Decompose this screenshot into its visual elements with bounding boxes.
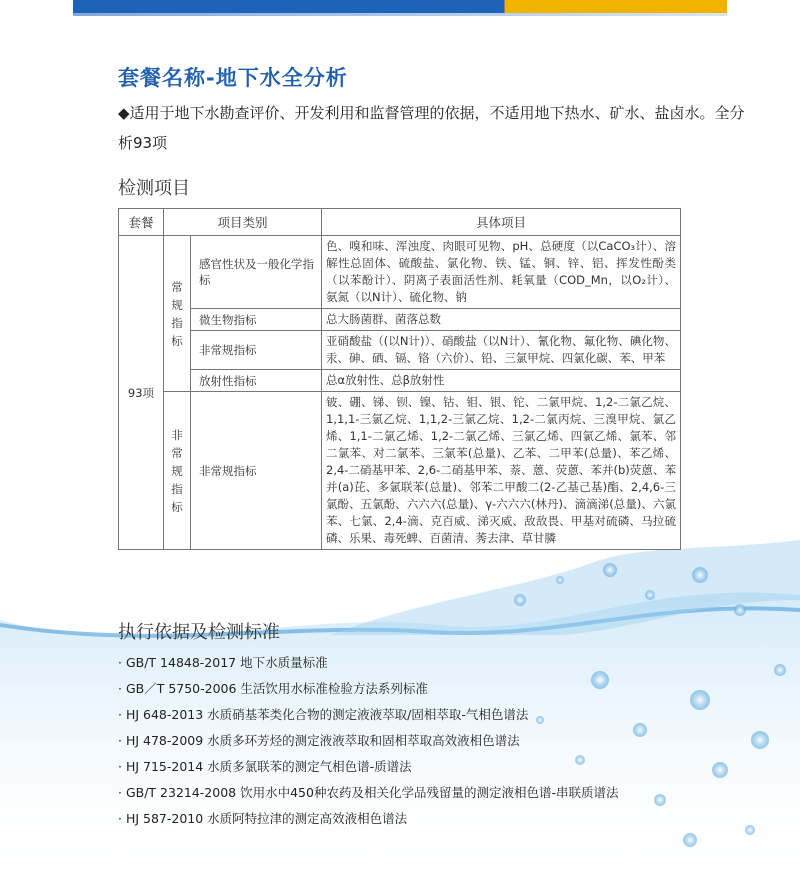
list-item: · HJ 715-2014 水质多氯联苯的测定气相色谱-质谱法: [118, 754, 618, 780]
detail-cell: 总α放射性、总β放射性: [322, 370, 681, 392]
detail-cell: 色、嗅和味、浑浊度、肉眼可见物、pH、总硬度（以CaCO₃计）、溶解性总固体、硫酸盐、氯化物、铁、锰、铜、锌、铝、挥发性酚类（以苯酚计）、阴离子表面活性剂、耗氧量（COD_Mn，以O₂计）、氨氮（以N计）、硫化物、钠: [322, 236, 681, 309]
list-item: · HJ 587-2010 水质阿特拉津的测定高效液相色谱法: [118, 806, 618, 832]
table-row: [119, 392, 681, 550]
group-regular: 常规指标: [164, 236, 191, 392]
list-item: · GB/T 23214-2008 饮用水中450种农药及相关化学品残留量的测定液相色谱-串联质谱法: [118, 780, 618, 806]
list-item: · HJ 478-2009 水质多环芳烃的测定液液萃取和固相萃取高效液相色谱法: [118, 728, 618, 754]
list-item: · GB/T 14848-2017 地下水质量标准: [118, 650, 618, 676]
section-heading-items: 检测项目: [118, 178, 190, 199]
header-color-bar: [73, 0, 727, 13]
header-package: 套餐: [119, 209, 164, 236]
header-category: 项目类别: [164, 209, 322, 236]
table-row: [119, 370, 681, 392]
package-description: ◆适用于地下水勘查评价、开发利用和监督管理的依据，不适用地下热水、矿水、盐卤水。全分析93项: [118, 104, 745, 152]
category-cell: 非常规指标: [191, 331, 322, 370]
category-cell: 放射性指标: [191, 370, 322, 392]
header-detail: 具体项目: [322, 209, 681, 236]
detail-cell: 亚硝酸盐（(以N计)）、硝酸盐（以N计）、氰化物、氟化物、碘化物、汞、砷、硒、镉、铬（六价）、铅、三氯甲烷、四氯化碳、苯、甲苯: [322, 331, 681, 370]
group-nonregular: 非常规指标: [164, 392, 191, 550]
list-item: · HJ 648-2013 水质硝基苯类化合物的测定液液萃取/固相萃取-气相色谱法: [118, 702, 618, 728]
table-row: [119, 236, 681, 309]
list-item: · GB／T 5750-2006 生活饮用水标准检验方法系列标准: [118, 676, 618, 702]
table-row: [119, 331, 681, 370]
standards-list: [118, 650, 618, 832]
package-count: 93项: [119, 236, 164, 550]
category-cell: 感官性状及一般化学指标: [191, 236, 322, 309]
category-cell: 非常规指标: [191, 392, 322, 550]
table-row: [119, 309, 681, 331]
section-heading-standards: 执行依据及检测标准: [118, 622, 280, 643]
detail-cell: 总大肠菌群、菌落总数: [322, 309, 681, 331]
table-header-row: [119, 209, 681, 236]
category-cell: 微生物指标: [191, 309, 322, 331]
page-title: 套餐名称-地下水全分析: [118, 66, 348, 90]
test-items-table: [118, 208, 681, 550]
detail-cell: 铍、硼、锑、钡、镍、钴、钼、银、铊、二氯甲烷、1,2-二氯乙烷、1,1,1-三氯乙烷、1,1,2-三氯乙烷、1,2-二氯丙烷、三溴甲烷、氯乙烯、1,1-二氯乙烯、1,2-二氯乙烯、三氯乙烯、四氯乙烯、氯苯、邻二氯苯、对二氯苯、三氯苯(总量)、乙苯、二甲苯(总量)、苯乙烯、2,4-二硝基甲苯、2,6-二硝基甲苯、萘、蒽、荧蒽、苯并(b)荧蒽、苯并(a)芘、多氯联苯(总量)、邻苯二甲酸二(2-乙基己基)酯、2,4,6-三氯酚、五氯酚、六六六(总量)、γ-六六六(林丹)、滴滴涕(总量)、六氯苯、七氯、2,4-滴、克百威、涕灭威、敌敌畏、甲基对硫磷、马拉硫磷、乐果、毒死蜱、百菌清、莠去津、草甘膦: [322, 392, 681, 550]
